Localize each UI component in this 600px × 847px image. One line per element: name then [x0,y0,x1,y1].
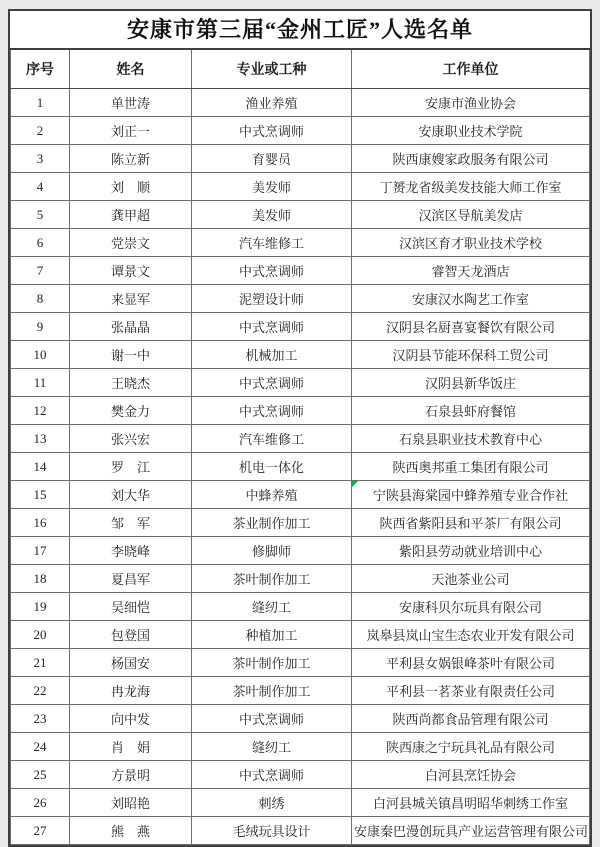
name-cell: 夏昌军 [70,565,192,593]
trade-cell: 中式烹调师 [192,257,352,285]
name-cell: 李晓峰 [70,537,192,565]
unit-cell: 丁赟龙省级美发技能大师工作室 [352,173,590,201]
table-row [11,397,590,425]
unit-cell: 陕西尚都食品管理有限公司 [352,705,590,733]
name-cell: 张晶晶 [70,313,192,341]
name-cell: 谭景文 [70,257,192,285]
table-row [11,565,590,593]
unit-cell: 陕西省紫阳县和平茶厂有限公司 [352,509,590,537]
table-row [11,173,590,201]
unit-cell: 安康汉水陶艺工作室 [352,285,590,313]
trade-cell: 毛绒玩具设计 [192,817,352,845]
table-body [11,89,590,845]
serial-cell: 15 [11,481,70,509]
cell-error-marker [352,481,358,487]
serial-cell: 1 [11,89,70,117]
serial-cell: 8 [11,285,70,313]
table-row [11,425,590,453]
trade-cell: 中式烹调师 [192,313,352,341]
unit-cell: 平利县女娲银峰茶叶有限公司 [352,649,590,677]
table-row [11,733,590,761]
serial-cell: 5 [11,201,70,229]
serial-cell: 23 [11,705,70,733]
column-header-3: 工作单位 [352,49,590,89]
trade-cell: 育婴员 [192,145,352,173]
name-cell: 吴细恺 [70,593,192,621]
serial-cell: 21 [11,649,70,677]
name-cell: 张兴宏 [70,425,192,453]
name-cell: 肖 娟 [70,733,192,761]
column-header-2: 专业或工种 [192,49,352,89]
header-row [11,49,590,89]
unit-cell: 石泉县职业技术教育中心 [352,425,590,453]
trade-cell: 茶叶制作加工 [192,677,352,705]
trade-cell: 中式烹调师 [192,369,352,397]
trade-cell: 刺绣 [192,789,352,817]
table-row [11,649,590,677]
serial-cell: 7 [11,257,70,285]
table-row [11,117,590,145]
unit-cell: 汉阴县新华饭庄 [352,369,590,397]
unit-cell: 汉阴县名厨喜宴餐饮有限公司 [352,313,590,341]
serial-cell: 14 [11,453,70,481]
unit-cell: 陕西康嫂家政服务有限公司 [352,145,590,173]
table-row [11,789,590,817]
name-cell: 来显军 [70,285,192,313]
unit-cell: 天池茶业公司 [352,565,590,593]
trade-cell: 汽车维修工 [192,229,352,257]
serial-cell: 12 [11,397,70,425]
unit-cell: 安康职业技术学院 [352,117,590,145]
trade-cell: 机械加工 [192,341,352,369]
name-cell: 邹 军 [70,509,192,537]
candidate-table [10,48,590,845]
serial-cell: 13 [11,425,70,453]
unit-cell: 岚皋县岚山宝生态农业开发有限公司 [352,621,590,649]
unit-cell: 平利县一茗茶业有限责任公司 [352,677,590,705]
unit-cell: 安康市渔业协会 [352,89,590,117]
serial-cell: 11 [11,369,70,397]
unit-cell: 汉滨区育才职业技术学校 [352,229,590,257]
serial-cell: 24 [11,733,70,761]
serial-cell: 6 [11,229,70,257]
page-title: 安康市第三届“金州工匠”人选名单 [10,11,590,48]
name-cell: 向中发 [70,705,192,733]
table-row [11,89,590,117]
trade-cell: 中式烹调师 [192,117,352,145]
trade-cell: 茶叶制作加工 [192,649,352,677]
unit-cell: 石泉县虾府餐馆 [352,397,590,425]
trade-cell: 渔业养殖 [192,89,352,117]
column-header-1: 姓名 [70,49,192,89]
trade-cell: 汽车维修工 [192,425,352,453]
table-row [11,705,590,733]
trade-cell: 缝纫工 [192,593,352,621]
name-cell: 刘 顺 [70,173,192,201]
table-sheet [8,9,592,847]
name-cell: 龚甲超 [70,201,192,229]
table-row [11,621,590,649]
trade-cell: 中式烹调师 [192,397,352,425]
unit-cell: 白河县烹饪协会 [352,761,590,789]
table-row [11,453,590,481]
serial-cell: 18 [11,565,70,593]
name-cell: 冉龙海 [70,677,192,705]
serial-cell: 10 [11,341,70,369]
table-row [11,481,590,509]
serial-cell: 20 [11,621,70,649]
unit-cell: 汉阴县节能环保科工贸公司 [352,341,590,369]
trade-cell: 泥塑设计师 [192,285,352,313]
serial-cell: 25 [11,761,70,789]
table-row [11,313,590,341]
name-cell: 党崇文 [70,229,192,257]
serial-cell: 16 [11,509,70,537]
table-row [11,145,590,173]
trade-cell: 种植加工 [192,621,352,649]
serial-cell: 27 [11,817,70,845]
table-row [11,369,590,397]
trade-cell: 修脚师 [192,537,352,565]
unit-cell: 宁陕县海棠园中蜂养殖专业合作社 [352,481,590,509]
trade-cell: 茶叶制作加工 [192,565,352,593]
table-row [11,593,590,621]
table-row [11,201,590,229]
table-row [11,509,590,537]
name-cell: 单世涛 [70,89,192,117]
table-row [11,761,590,789]
table-row [11,257,590,285]
unit-cell: 汉滨区导航美发店 [352,201,590,229]
unit-cell: 安康科贝尔玩具有限公司 [352,593,590,621]
table-row [11,817,590,845]
name-cell: 熊 燕 [70,817,192,845]
serial-cell: 4 [11,173,70,201]
unit-cell: 陕西奥邦重工集团有限公司 [352,453,590,481]
serial-cell: 3 [11,145,70,173]
table-row [11,537,590,565]
name-cell: 刘大华 [70,481,192,509]
trade-cell: 茶业制作加工 [192,509,352,537]
unit-cell: 白河县城关镇昌明昭华刺绣工作室 [352,789,590,817]
unit-cell: 陕西康之宁玩具礼品有限公司 [352,733,590,761]
name-cell: 樊金力 [70,397,192,425]
name-cell: 杨国安 [70,649,192,677]
table-row [11,229,590,257]
name-cell: 王晓杰 [70,369,192,397]
trade-cell: 缝纫工 [192,733,352,761]
unit-cell: 紫阳县劳动就业培训中心 [352,537,590,565]
trade-cell: 中蜂养殖 [192,481,352,509]
serial-cell: 22 [11,677,70,705]
name-cell: 谢一中 [70,341,192,369]
trade-cell: 中式烹调师 [192,761,352,789]
table-row [11,341,590,369]
unit-cell: 睿智天龙酒店 [352,257,590,285]
serial-cell: 9 [11,313,70,341]
trade-cell: 中式烹调师 [192,705,352,733]
table-row [11,677,590,705]
serial-cell: 19 [11,593,70,621]
table-row [11,285,590,313]
serial-cell: 2 [11,117,70,145]
name-cell: 刘昭艳 [70,789,192,817]
trade-cell: 美发师 [192,201,352,229]
serial-cell: 26 [11,789,70,817]
trade-cell: 机电一体化 [192,453,352,481]
unit-cell: 安康秦巴漫创玩具产业运营管理有限公司 [352,817,590,845]
name-cell: 刘正一 [70,117,192,145]
name-cell: 陈立新 [70,145,192,173]
name-cell: 方景明 [70,761,192,789]
trade-cell: 美发师 [192,173,352,201]
name-cell: 罗 江 [70,453,192,481]
serial-cell: 17 [11,537,70,565]
name-cell: 包登国 [70,621,192,649]
column-header-0: 序号 [11,49,70,89]
